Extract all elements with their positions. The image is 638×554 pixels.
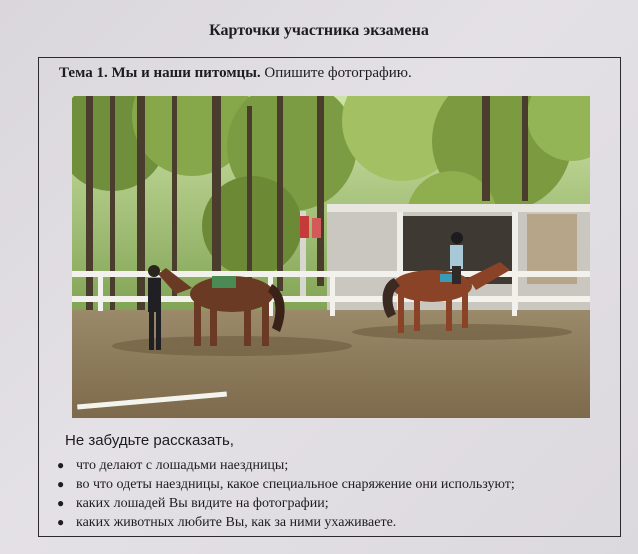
exam-card xyxy=(38,57,621,537)
horse-riding-photo xyxy=(72,96,590,418)
topic-heading xyxy=(59,65,412,82)
topic-label: Тема 1. Мы и наши питомцы. xyxy=(59,65,261,81)
bullet-icon: ● xyxy=(57,477,65,491)
bullet-icon: ● xyxy=(57,458,65,472)
bullet-icon: ● xyxy=(57,496,65,510)
reminder-intro: Не забудьте рассказать, xyxy=(65,432,234,449)
list-item: ● во что одеты наездницы, какое специальное снаряжение они используют; xyxy=(57,477,515,492)
list-item: ● каких лошадей Вы видите на фотографии; xyxy=(57,496,329,511)
list-item: ● каких животных любите Вы, как за ними ухаживаете. xyxy=(57,515,397,530)
topic-task: Опишите фотографию. xyxy=(264,65,412,81)
bullet-icon: ● xyxy=(57,515,65,529)
page-title: Карточки участника экзамена xyxy=(209,22,429,39)
list-item: ● что делают с лошадьми наездницы; xyxy=(57,458,289,473)
reminder-list xyxy=(57,456,515,532)
